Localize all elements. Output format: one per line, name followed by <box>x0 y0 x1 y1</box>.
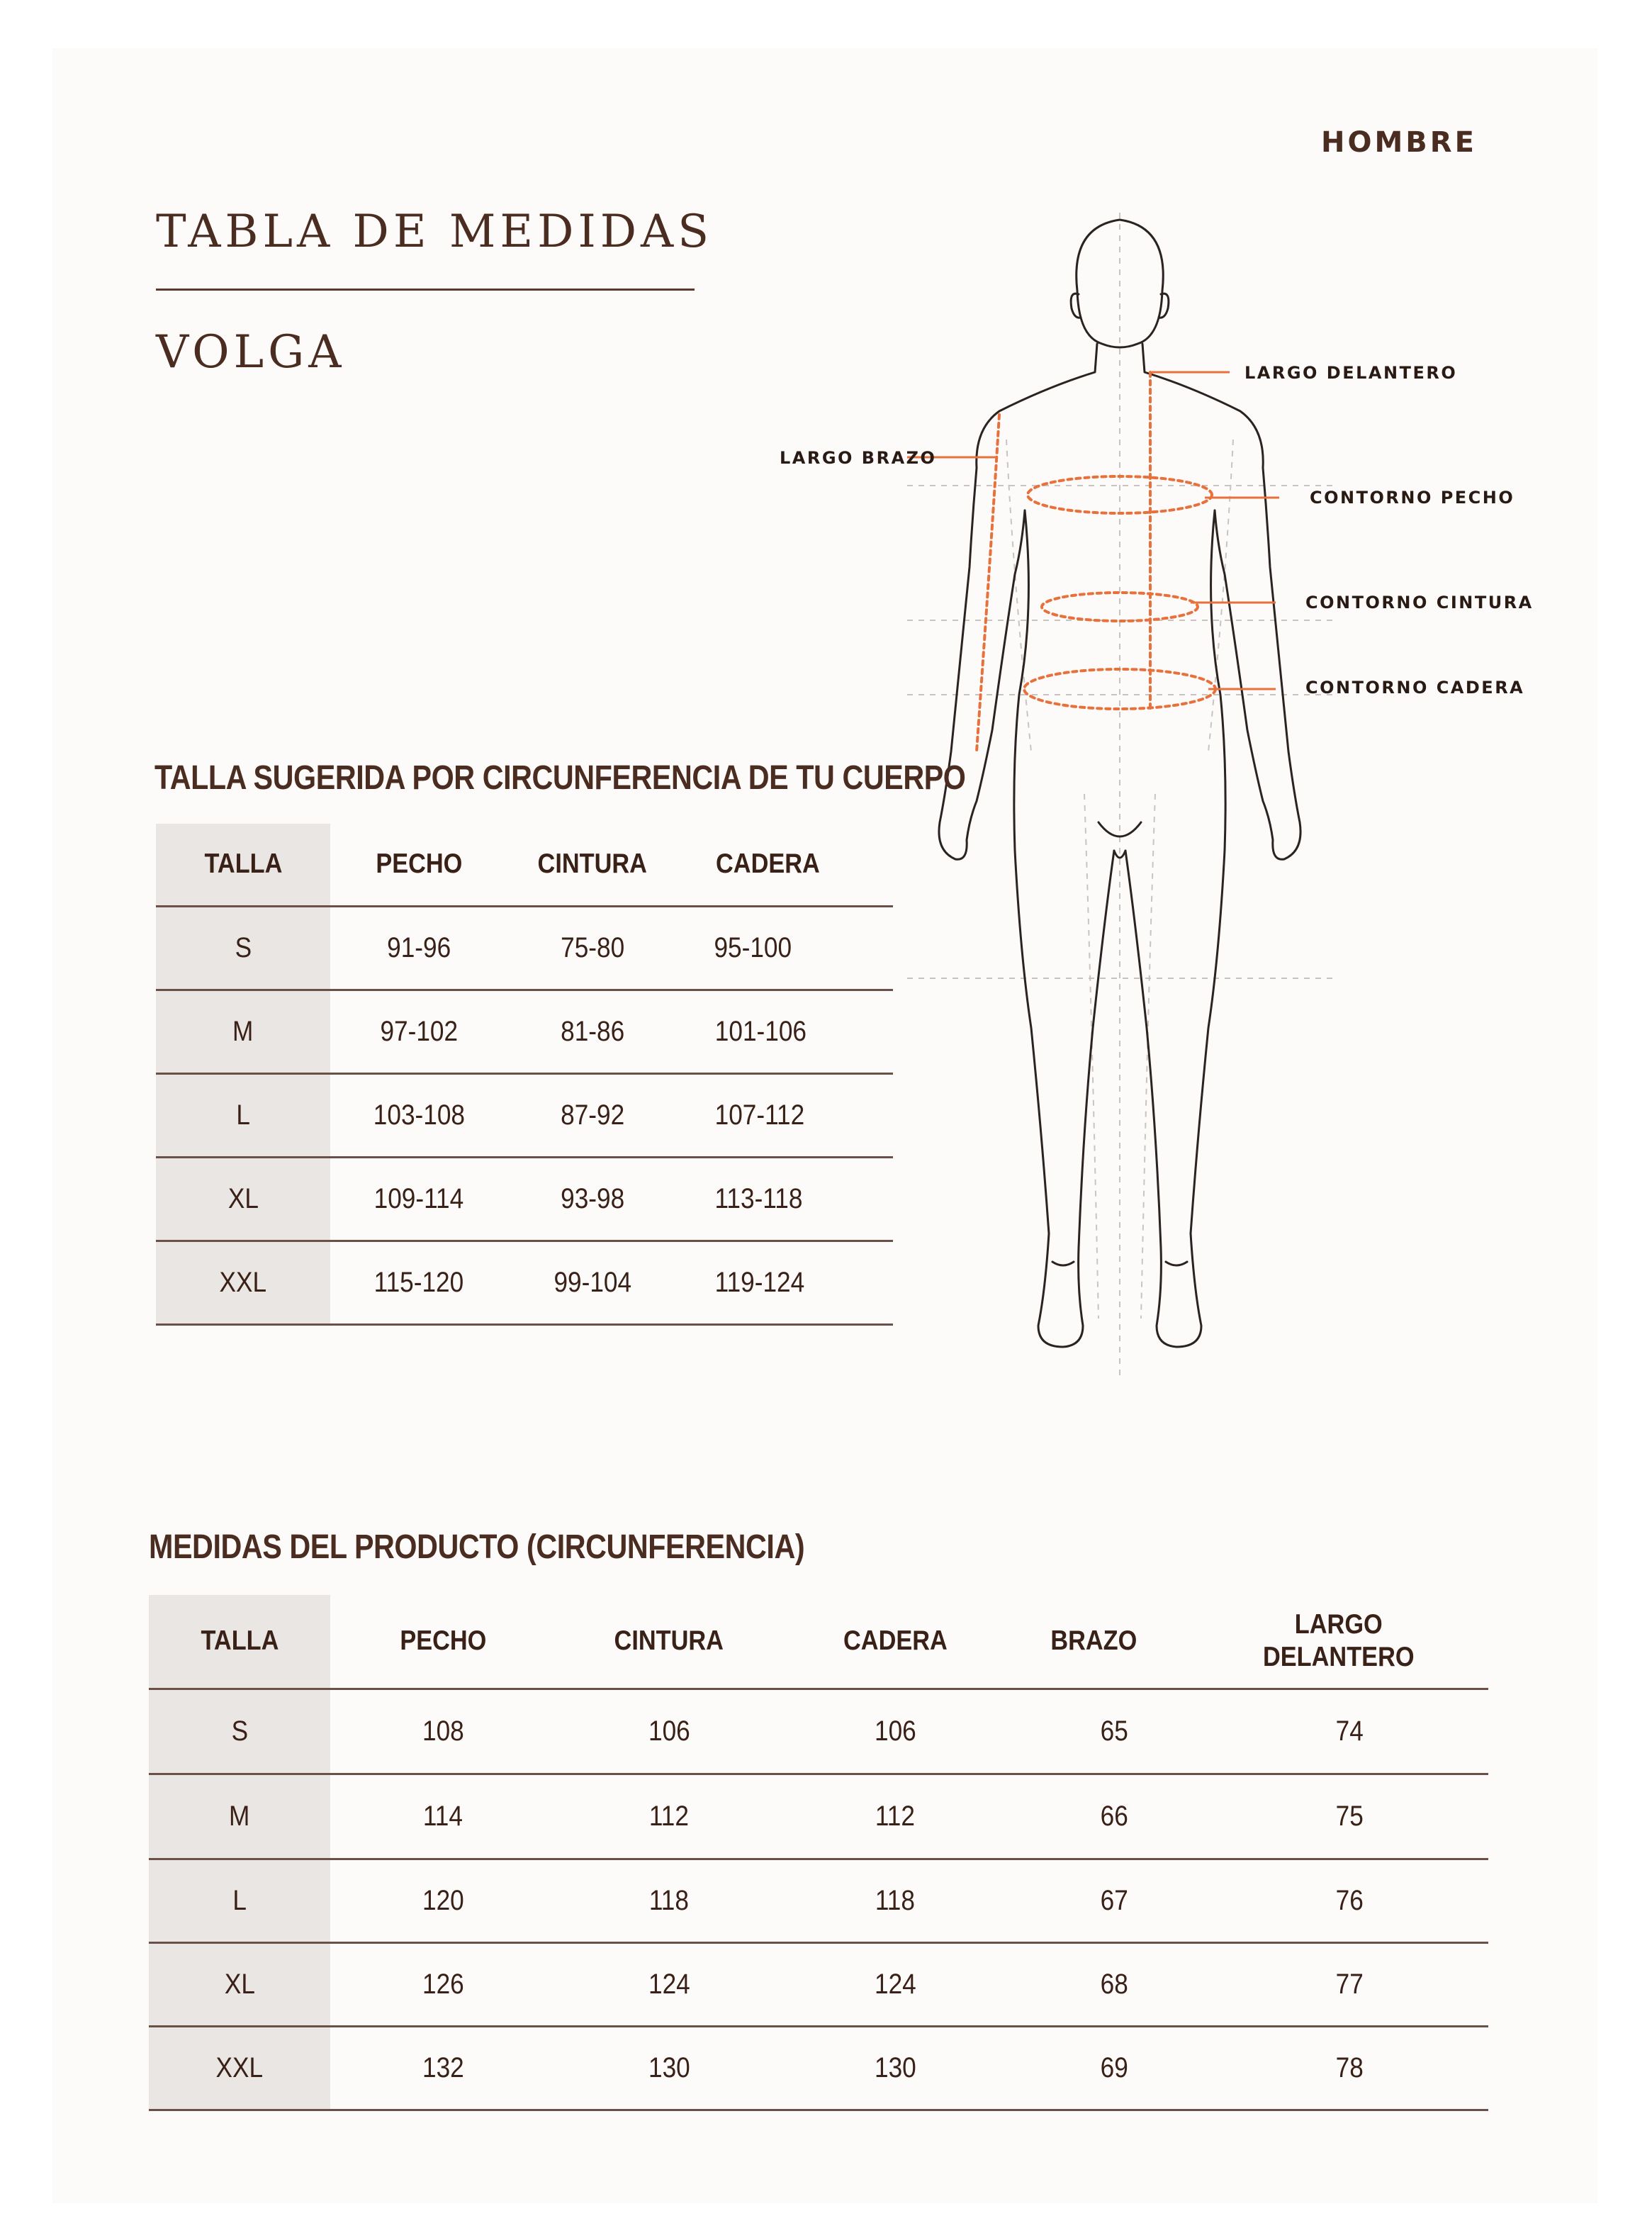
header-talla: TALLA <box>149 1595 330 1689</box>
guide-lines <box>907 213 1332 1375</box>
table-row: XL 126 124 124 68 77 <box>149 1942 1488 2026</box>
header-talla: TALLA <box>156 824 330 906</box>
suggested-size-table <box>156 824 893 1326</box>
header-cadera: CADERA <box>716 849 820 880</box>
table-row: L 103-108 87-92 107-112 <box>156 1073 893 1157</box>
product-measurements-title: MEDIDAS DEL PRODUCTO (CIRCUNFERENCIA) <box>149 1528 805 1566</box>
table-row: XL 109-114 93-98 113-118 <box>156 1157 893 1241</box>
table-row: S 108 106 106 65 74 <box>149 1689 1488 1774</box>
table-row: L 120 118 118 67 76 <box>149 1859 1488 1942</box>
suggested-size-title: TALLA SUGERIDA POR CIRCUNFERENCIA DE TU CUERPO <box>154 759 966 797</box>
header-cadera: CADERA <box>843 1625 948 1657</box>
table-row: XXL 132 130 130 69 78 <box>149 2026 1488 2110</box>
label-contorno-pecho: CONTORNO PECHO <box>1310 488 1515 508</box>
page-title: TABLA DE MEDIDAS <box>156 206 714 258</box>
header-cintura: CINTURA <box>614 1625 724 1657</box>
table-header-row <box>156 824 893 906</box>
label-largo-brazo: LARGO BRAZO <box>780 448 937 468</box>
model-name: VOLGA <box>156 326 346 379</box>
header-pecho: PECHO <box>375 849 463 880</box>
table-header-row <box>149 1595 1488 1689</box>
header-pecho: PECHO <box>399 1625 487 1657</box>
header-cintura: CINTURA <box>537 849 648 880</box>
table-row: M 97-102 81-86 101-106 <box>156 990 893 1073</box>
label-contorno-cintura: CONTORNO CINTURA <box>1305 593 1534 612</box>
table-row: S 91-96 75-80 95-100 <box>156 906 893 990</box>
title-divider <box>156 289 695 291</box>
gender-label: HOMBRE <box>1321 126 1477 159</box>
label-contorno-cadera: CONTORNO CADERA <box>1305 678 1525 698</box>
header-brazo: BRAZO <box>1050 1625 1137 1657</box>
waist-contour-line <box>1042 593 1198 621</box>
product-measurements-table <box>149 1595 1488 2111</box>
header-largo-delantero: LARGO DELANTERO <box>1263 1609 1415 1673</box>
table-row: M 114 112 112 66 75 <box>149 1774 1488 1859</box>
label-largo-delantero: LARGO DELANTERO <box>1244 363 1458 383</box>
table-row: XXL 115-120 99-104 119-124 <box>156 1241 893 1324</box>
